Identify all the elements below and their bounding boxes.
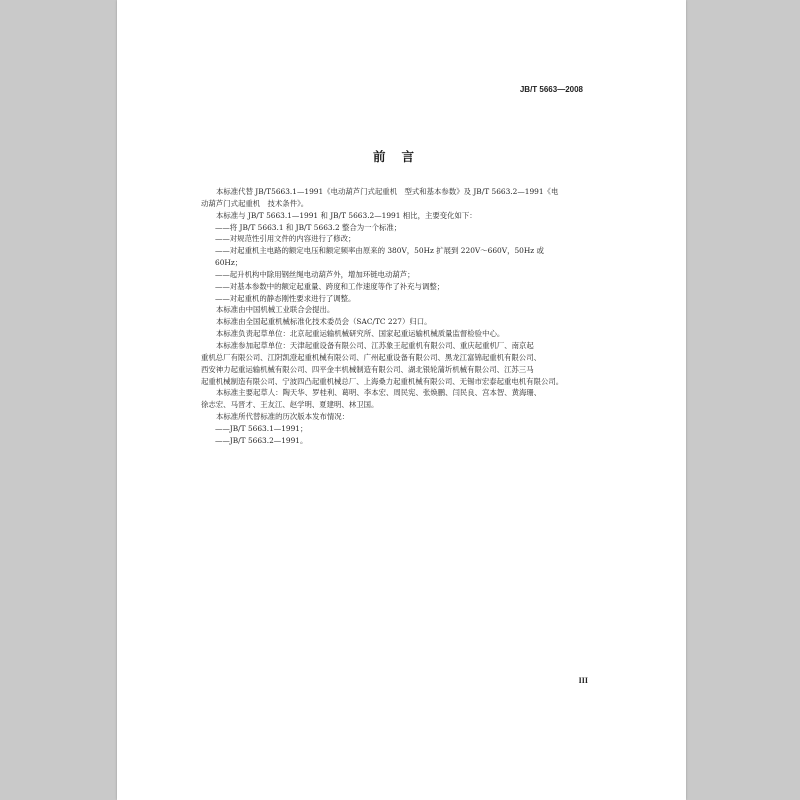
list-item: ——将 JB/T 5663.1 和 JB/T 5663.2 整合为一个标准； — [215, 222, 402, 232]
paragraph: 本标准与 JB/T 5663.1—1991 和 JB/T 5663.2—1991 相比，主要变化如下： — [216, 210, 477, 220]
list-item: ——对起重机的静态刚性要求进行了调整。 — [215, 293, 356, 303]
list-item: ——对起重机主电路的额定电压和额定频率由原来的 380V，50Hz 扩展到 220V～660V，50Hz 或 — [215, 246, 544, 256]
paragraph: 动葫芦门式起重机 技术条件》。 — [201, 198, 309, 208]
paragraph: 本标准参加起草单位：天津起重设备有限公司、江苏象王起重机有限公司、重庆起重机厂、南京起 — [216, 340, 534, 350]
paragraph-continuation: 徐志宏、马晋才、王友江、赵学明、夏建明、林卫国。 — [201, 400, 379, 410]
list-item: ——JB/T 5663.1—1991； — [215, 423, 308, 433]
paragraph: 本标准由中国机械工业联合会提出。 — [216, 305, 335, 315]
paragraph: 本标准所代替标准的历次版本发布情况： — [216, 412, 350, 422]
paragraph-continuation: 重机总厂有限公司、江阴凯澄起重机械有限公司、广州起重设备有限公司、黑龙江富锦起重机有限公司、 — [201, 352, 541, 362]
paragraph-continuation: 起重机械制造有限公司、宁波四凸起重机械总厂、上海桑力起重机械有限公司、无锡市宏泰起重电机有限公司。 — [201, 376, 564, 386]
paragraph: 本标准由全国起重机械标准化技术委员会（SAC/TC 227）归口。 — [216, 317, 432, 327]
page-title: 前言 — [372, 149, 430, 164]
paragraph: 本标准主要起草人：陶天华、罗桂利、葛明、李本宏、周民宪、张焕鹏、闫民良、宫本智、黄海珊、 — [216, 388, 542, 398]
paragraph: 本标准负责起草单位：北京起重运输机械研究所、国家起重运输机械质量监督检验中心。 — [216, 329, 505, 339]
preface-body — [201, 186, 611, 447]
document-code: JB/T 5663—2008 — [519, 85, 583, 94]
page-number: III — [578, 676, 588, 685]
list-item: ——JB/T 5663.2—1991。 — [215, 435, 308, 445]
list-item: ——起升机构中除用钢丝绳电动葫芦外，增加环链电动葫芦； — [215, 269, 415, 279]
list-item: ——对规范性引用文件的内容进行了修改； — [215, 234, 356, 244]
list-item: ——对基本参数中的额定起重量、跨度和工作速度等作了补充与调整； — [215, 281, 445, 291]
document-page — [117, 0, 686, 800]
list-item-continuation: 60Hz； — [215, 258, 243, 268]
paragraph: 本标准代替 JB/T5663.1—1991《电动葫芦门式起重机 型式和基本参数》及 JB/T 5663.2—1991《电 — [216, 187, 559, 196]
paragraph-continuation: 西安神力起重运输机械有限公司、四平金丰机械制造有限公司、湖北银轮蒲圻机械有限公司、江苏三马 — [201, 364, 534, 374]
